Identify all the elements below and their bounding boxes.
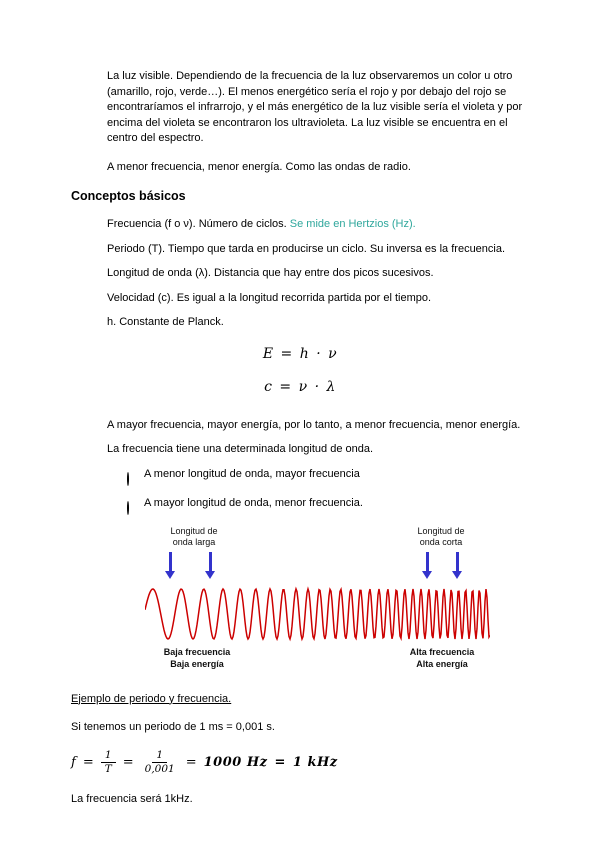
wave-frequency-diagram [71, 526, 530, 676]
formula-result-khz: 1 kHz [292, 754, 338, 770]
bullet-text: A menor longitud de onda, mayor frecuencia [144, 467, 360, 480]
bullet-icon [71, 217, 107, 233]
list-item [71, 442, 530, 458]
bullet-text: La luz visible. Dependiendo de la frecuencia de la luz observaremos un color u otro (amarillo, rojo, verde…). El menos energético sería el rojo y por debajo del rojo se encontraríamos el infrarrojo, y el más energético de la luz visible sería el violeta y por encima del violeta se encontraron los ultravioleta. La luz visible se encuentra en el centro del espectro. [107, 70, 523, 144]
bullet-icon [71, 242, 107, 258]
bullet-text: A mayor longitud de onda, menor frecuencia. [144, 497, 363, 509]
bullet-text: La frecuencia tiene una determinada longitud de onda. [107, 443, 374, 455]
list-item [71, 315, 530, 331]
example-intro: Si tenemos un periodo de 1 ms = 0,001 s. [71, 721, 275, 733]
formula-result: 1000 Hz [203, 754, 268, 770]
example-heading: Ejemplo de periodo y frecuencia. [71, 692, 232, 705]
bullet-icon [71, 160, 107, 176]
bullet-icon [71, 291, 107, 307]
frequency-formula [71, 747, 530, 779]
bullet-icon [71, 418, 107, 434]
equals-sign: = [122, 754, 134, 770]
list-item [108, 496, 530, 517]
list-item [71, 160, 530, 176]
wave-path [145, 589, 490, 639]
bullet-text: A menor frecuencia, menor energía. Como las ondas de radio. [107, 160, 411, 173]
equals-sign: = [274, 754, 286, 770]
bullet-icon [71, 315, 107, 331]
bullet-icon [71, 266, 107, 282]
fraction: $\frac{1}{T}$ [101, 749, 116, 776]
label-long-wavelength: Longitud de onda larga [170, 525, 218, 547]
bullet-text: h. Constante de Planck. [107, 316, 224, 328]
section-heading-conceptos-basicos: Conceptos básicos [71, 189, 186, 203]
down-arrow-icon [452, 552, 462, 579]
concept-frecuencia-highlight: Se mide en Hertzios (Hz). [286, 218, 416, 230]
formula-energy: E = h · ν [262, 345, 339, 362]
concept-frecuencia-text: Frecuencia (f o ν). Número de ciclos. [107, 218, 287, 230]
bullet-text [107, 217, 530, 233]
bullet-icon [71, 69, 107, 147]
label-short-wavelength: Longitud de onda corta [417, 525, 465, 547]
bullet-text: Longitud de onda (λ). Distancia que hay entre dos picos sucesivos. [107, 267, 434, 279]
formula-lhs: f [71, 754, 76, 770]
list-item [71, 291, 530, 307]
list-item [71, 217, 530, 233]
formula-speed: c = ν · λ [264, 378, 337, 395]
list-item [71, 266, 530, 282]
equals-sign: = [82, 754, 94, 770]
bullet-icon [71, 442, 107, 458]
list-item [71, 418, 530, 434]
chirp-wave [145, 582, 490, 646]
bullet-text: Periodo (T). Tiempo que tarda en producirse un ciclo. Su inversa es la frecuencia. [107, 242, 506, 255]
equals-sign: = [185, 754, 197, 770]
list-item [108, 467, 530, 488]
bullet-text: Velocidad (c). Es igual a la longitud recorrida partida por el tiempo. [107, 291, 432, 304]
label-low-frequency: Baja frecuencia Baja energía [163, 646, 231, 669]
circle-bullet-icon [108, 496, 144, 517]
label-high-frequency: Alta frecuencia Alta energía [409, 646, 475, 669]
bullet-text: A mayor frecuencia, mayor energía, por lo tanto, a menor frecuencia, menor energía. [107, 418, 521, 431]
down-arrow-icon [422, 552, 432, 579]
down-arrow-icon [205, 552, 215, 579]
example-outro: La frecuencia será 1kHz. [71, 792, 193, 805]
down-arrow-icon [165, 552, 175, 579]
fraction: $\frac{1}{0,001}$ [144, 749, 175, 775]
circle-bullet-icon [108, 467, 144, 488]
list-item [71, 69, 530, 147]
list-item [71, 242, 530, 258]
